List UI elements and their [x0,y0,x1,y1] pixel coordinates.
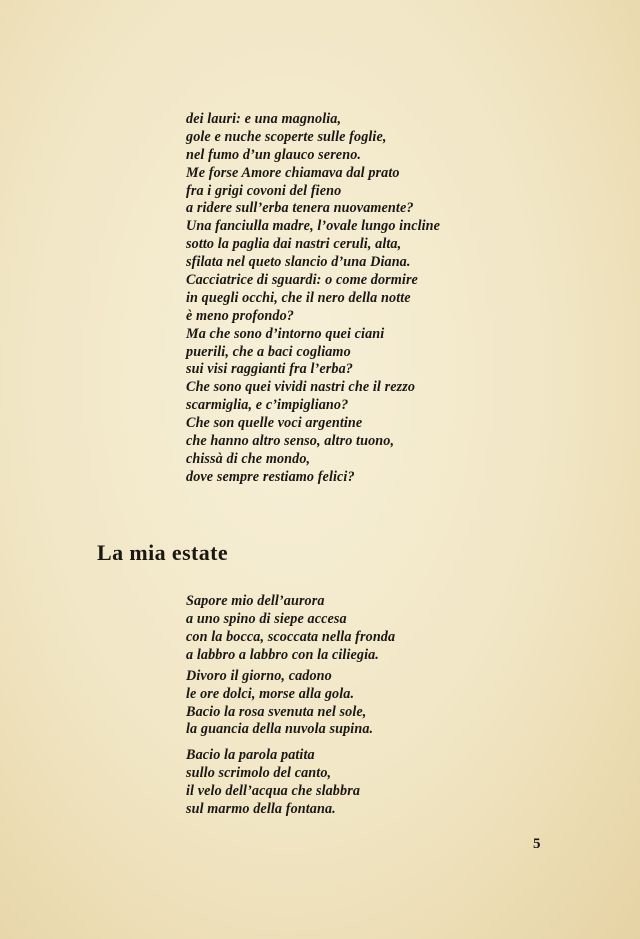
stanza [186,668,373,739]
verse-line: Che son quelle voci argentine [186,415,363,432]
page-number: 5 [533,836,541,852]
verse-line: Sapore mio dell’aurora [186,593,325,609]
verse-line: fra i grigi covoni del fieno [186,182,342,199]
verse-line: chissà di che mondo, [186,450,311,467]
verse-line: Divoro il giorno, cadono [186,668,332,684]
verse-line: le ore dolci, morse alla gola. [186,685,355,702]
verse-line: nel fumo d’un glauco sereno. [186,146,362,163]
verse-line: Una fanciulla madre, l’ovale lungo incline [186,218,441,235]
stanza [186,593,395,665]
verse-block-continued [186,111,440,487]
poem-title: La mia estate [97,540,229,565]
verse-line: la guancia della nuvola supina. [186,721,374,738]
verse-line: a labbro a labbro con la ciliegia. [186,646,379,663]
verse-line: Me forse Amore chiamava dal prato [186,164,400,181]
verse-line: Cacciatrice di sguardi: o come dormire [186,272,418,289]
verse-line: è meno profondo? [186,307,295,324]
verse-line: Ma che sono d’intorno quei ciani [186,325,385,342]
verse-line: gole e nuche scoperte sulle foglie, [186,128,387,145]
verse-line: Bacio la rosa svenuta nel sole, [186,703,367,720]
verse-line: sotto la paglia dai nastri ceruli, alta, [186,236,402,253]
verse-line: sfilata nel queto slancio d’una Diana. [186,254,411,271]
verse-line: Che sono quei vividi nastri che il rezzo [186,379,416,396]
verse-line: sui visi raggianti fra l’erba? [186,361,353,378]
verse-line: sul marmo della fontana. [186,800,336,817]
verse-line: in quegli occhi, che il nero della notte [186,289,411,306]
verse-line: a ridere sull’erba tenera nuovamente? [186,200,414,217]
verse-line: Bacio la parola patita [186,747,315,763]
verse-line: sullo scrimolo del canto, [186,764,332,781]
verse-line: con la bocca, scoccata nella fronda [186,628,396,645]
verse-line: puerili, che a baci cogliamo [186,343,351,360]
verse-line: dove sempre restiamo felici? [186,468,355,485]
verse-line: a uno spino di siepe accesa [186,610,347,627]
verse-line: dei lauri: e una magnolia, [186,111,342,127]
verse-line: che hanno altro senso, altro tuono, [186,433,395,450]
verse-line: il velo dell’acqua che slabbra [186,782,361,799]
verse-line: scarmiglia, e c’impigliano? [186,397,349,414]
stanza [186,747,360,819]
